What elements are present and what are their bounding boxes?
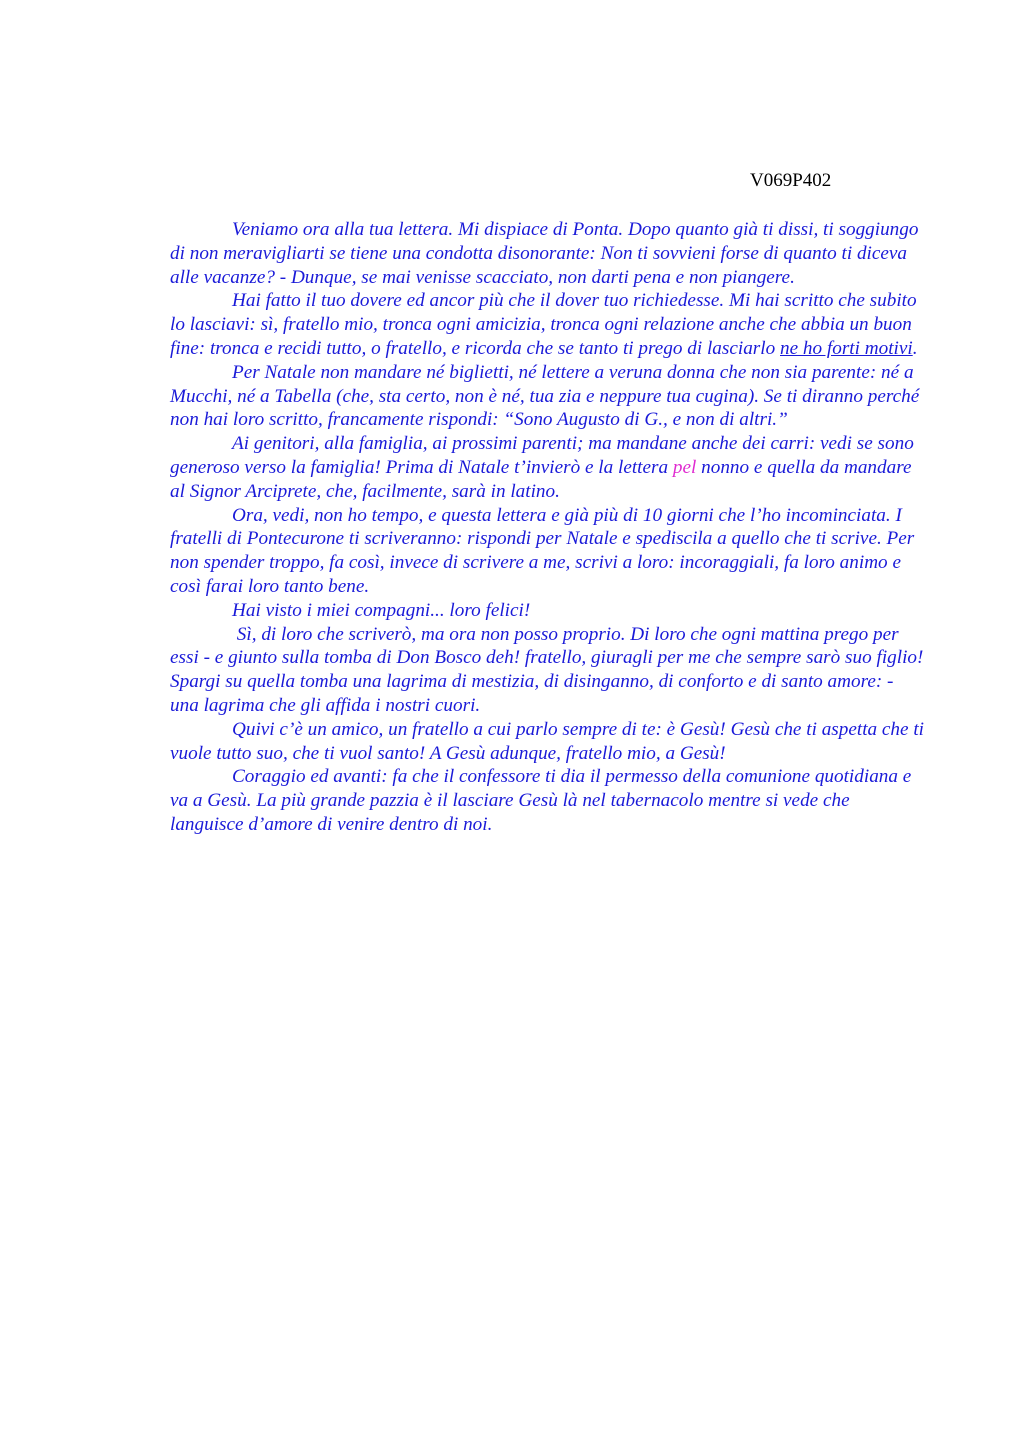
- paragraph-4: [170, 432, 926, 503]
- paragraph-5: Ora, vedi, non ho tempo, e questa lettera e già più di 10 giorni che l’ho incominciata. I fratelli di Pontecurone ti scriveranno: rispondi per Natale e spediscila a quello che ti scrive. Per non spender troppo, fa così, invece di scrivere a me, scrivi a loro: incoraggiali, fa loro animo e così farai loro tanto bene.: [170, 504, 915, 597]
- underlined-phrase: ne ho forti motivi: [780, 337, 913, 359]
- paragraph-4-end: nonno e quella da mandare al Signor Arciprete, che, facilmente, sarà in latino.: [170, 456, 912, 502]
- highlighted-word: pel: [672, 456, 697, 478]
- paragraph-4-text: Ai genitori, alla famiglia, ai prossimi parenti; ma mandane anche dei carri: vedi se sono generoso verso la famiglia! Prima di Natale t’invierò e la lettera: [170, 433, 914, 478]
- paragraph-3: Per Natale non mandare né biglietti, né lettere a veruna donna che non sia parente: né a Mucchi, né a Tabella (che, sta certo, non è né, tua zia e neppure tua cugina). Se ti diranno perché non hai loro scritto, francamente rispondi: “Sono Augusto di G., e non di altri.”: [170, 361, 920, 431]
- paragraph-9: Coraggio ed avanti: fa che il confessore ti dia il permesso della comunione quotidiana e va a Gesù. La più grande pazzia è il lasciare Gesù là nel tabernacolo mentre si vede che languisce d’amore di venire dentro di noi.: [170, 766, 912, 835]
- paragraph-1: Veniamo ora alla tua lettera. Mi dispiace di Ponta. Dopo quanto già ti dissi, ti soggiungo di non meravigliarti se tiene una condotta disonorante: Non ti sovvieni forse di quanto ti diceva alle vacanze? - Dunque, se mai venisse scacciato, non darti pena e non piangere.: [170, 219, 919, 288]
- paragraph-2-end: .: [912, 337, 918, 359]
- paragraph-8: Quivi c’è un amico, un fratello a cui parlo sempre di te: è Gesù! Gesù che ti aspetta che ti vuole tutto suo, che ti vuol santo! A Gesù adunque, fratello mio, a Gesù!: [170, 718, 925, 764]
- paragraph-2-text: Hai fatto il tuo dovere ed ancor più che il dover tuo richiedesse. Mi hai scritto che subito lo lasciavi: sì, fratello mio, tronca ogni amicizia, tronca ogni relazione anche che abbia un buon fine: tronca e recidi tutto, o fratello, e ricorda che se tanto ti prego di lasciarlo: [170, 290, 917, 359]
- letter-body: [170, 218, 929, 837]
- paragraph-7: Sì, di loro che scriverò, ma ora non posso proprio. Di loro che ogni mattina prego per essi - e giunto sulla tomba di Don Bosco deh! fratello, giuragli per me che sempre sarò suo figlio! Spargi su quella tomba una lagrima di mestizia, di disinganno, di conforto e di santo amore: - una lagrima che gli affida i nostri cuori.: [170, 623, 929, 716]
- paragraph-2: [170, 289, 926, 360]
- paragraph-6: Hai visto i miei compagni... loro felici!: [232, 599, 531, 621]
- page-identifier: V069P402: [750, 170, 832, 191]
